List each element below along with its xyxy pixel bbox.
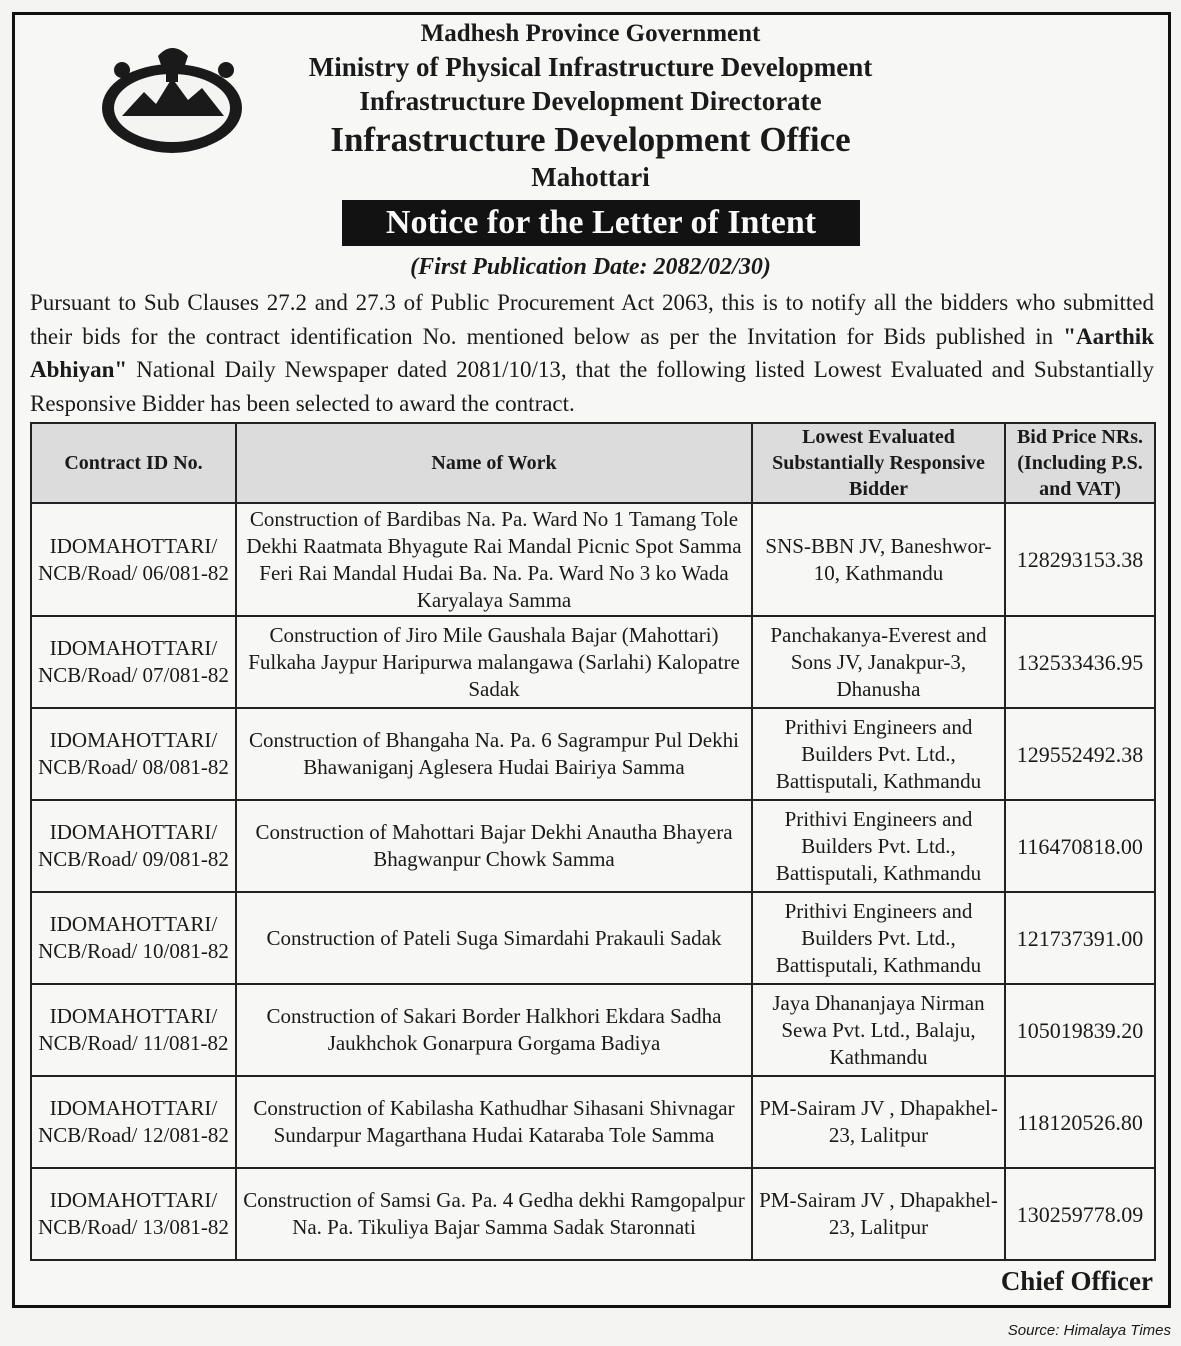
table-row bbox=[31, 1168, 1155, 1260]
name-of-work: Construction of Jiro Mile Gaushala Bajar (Mahottari) Fulkaha Jaypur Haripurwa malangawa (Sarlahi) Kalopatre Sadak bbox=[236, 616, 752, 708]
name-of-work: Construction of Pateli Suga Simardahi Prakauli Sadak bbox=[236, 892, 752, 984]
ministry-name: Ministry of Physical Infrastructure Development bbox=[308, 52, 873, 82]
contract-id: IDOMAHOTTARI/ NCB/Road/ 12/081-82 bbox=[31, 1076, 236, 1168]
directorate-name: Infrastructure Development Directorate bbox=[359, 86, 822, 116]
bidder: SNS-BBN JV, Baneshwor-10, Kathmandu bbox=[752, 503, 1005, 616]
name-of-work: Construction of Mahottari Bajar Dekhi Anautha Bhayera Bhagwanpur Chowk Samma bbox=[236, 800, 752, 892]
contract-id: IDOMAHOTTARI/ NCB/Road/ 09/081-82 bbox=[31, 800, 236, 892]
name-of-work: Construction of Kabilasha Kathudhar Sihasani Shivnagar Sundarpur Magarthana Hudai Kataraba Tole Samma bbox=[236, 1076, 752, 1168]
bidder: PM-Sairam JV , Dhapakhel-23, Lalitpur bbox=[752, 1076, 1005, 1168]
contract-id: IDOMAHOTTARI/ NCB/Road/ 11/081-82 bbox=[31, 984, 236, 1076]
contract-id: IDOMAHOTTARI/ NCB/Road/ 06/081-82 bbox=[31, 503, 236, 616]
bidder: Prithivi Engineers and Builders Pvt. Ltd., Battisputali, Kathmandu bbox=[752, 708, 1005, 800]
bid-price: 105019839.20 bbox=[1005, 984, 1155, 1076]
table-header-row bbox=[31, 423, 1155, 503]
bid-price: 129552492.38 bbox=[1005, 708, 1155, 800]
name-of-work: Construction of Samsi Ga. Pa. 4 Gedha dekhi Ramgopalpur Na. Pa. Tikuliya Bajar Samma Sadak Staronnati bbox=[236, 1168, 752, 1260]
contract-id: IDOMAHOTTARI/ NCB/Road/ 08/081-82 bbox=[31, 708, 236, 800]
table-row bbox=[31, 503, 1155, 616]
bid-price: 130259778.09 bbox=[1005, 1168, 1155, 1260]
bid-price: 118120526.80 bbox=[1005, 1076, 1155, 1168]
contract-id: IDOMAHOTTARI/ NCB/Road/ 13/081-82 bbox=[31, 1168, 236, 1260]
table-row bbox=[31, 892, 1155, 984]
newspaper-name: "Aarthik Abhiyan" bbox=[30, 323, 1154, 382]
office-name: Infrastructure Development Office bbox=[330, 120, 851, 159]
table-row bbox=[31, 984, 1155, 1076]
table-row bbox=[31, 708, 1155, 800]
intro-text-2: National Daily Newspaper dated 2081/10/13, that the following listed Lowest Evaluated and Substantially Responsive Bidder has been selected to award the contract. bbox=[30, 357, 1154, 416]
district-name: Mahottari bbox=[531, 162, 650, 192]
name-of-work: Construction of Sakari Border Halkhori Ekdara Sadha Jaukhchok Gonarpura Gorgama Badiya bbox=[236, 984, 752, 1076]
bidder: Prithivi Engineers and Builders Pvt. Ltd., Battisputali, Kathmandu bbox=[752, 800, 1005, 892]
table-row bbox=[31, 1076, 1155, 1168]
bidder: Panchakanya-Everest and Sons JV, Janakpur-3, Dhanusha bbox=[752, 616, 1005, 708]
intro-text-1: Pursuant to Sub Clauses 27.2 and 27.3 of Public Procurement Act 2063, this is to notify all the bidders who submitted their bids for the contract identification No. mentioned below as per the Invitation for Bids published in bbox=[30, 290, 1154, 349]
bid-price: 121737391.00 bbox=[1005, 892, 1155, 984]
contract-id: IDOMAHOTTARI/ NCB/Road/ 07/081-82 bbox=[31, 616, 236, 708]
source-credit: Source: Himalaya Times bbox=[1007, 1322, 1171, 1339]
bidder: Prithivi Engineers and Builders Pvt. Ltd., Battisputali, Kathmandu bbox=[752, 892, 1005, 984]
bid-price: 116470818.00 bbox=[1005, 800, 1155, 892]
province-government: Madhesh Province Government bbox=[420, 20, 761, 47]
notice-title: Notice for the Letter of Intent bbox=[342, 200, 860, 246]
table-row bbox=[31, 800, 1155, 892]
header-bidder: Lowest Evaluated Substantially Responsive Bidder bbox=[752, 423, 1005, 503]
publication-date: (First Publication Date: 2082/02/30) bbox=[410, 254, 771, 280]
bidder: PM-Sairam JV , Dhapakhel-23, Lalitpur bbox=[752, 1168, 1005, 1260]
name-of-work: Construction of Bardibas Na. Pa. Ward No 1 Tamang Tole Dekhi Raatmata Bhyagute Rai Mandal Picnic Spot Samma Feri Rai Mandal Hudai Ba. Na. Pa. Ward No 3 ko Wada Karyalaya Samma bbox=[236, 503, 752, 616]
header-contract-id: Contract ID No. bbox=[31, 423, 236, 503]
bid-price: 128293153.38 bbox=[1005, 503, 1155, 616]
letter-of-intent-table bbox=[30, 422, 1156, 1261]
bid-price: 132533436.95 bbox=[1005, 616, 1155, 708]
table-row bbox=[31, 616, 1155, 708]
header-bid-price: Bid Price NRs. (Including P.S. and VAT) bbox=[1005, 423, 1155, 503]
intro-paragraph bbox=[30, 286, 1154, 420]
signature-chief-officer: Chief Officer bbox=[1000, 1266, 1153, 1296]
contract-id: IDOMAHOTTARI/ NCB/Road/ 10/081-82 bbox=[31, 892, 236, 984]
header-name-of-work: Name of Work bbox=[236, 423, 752, 503]
name-of-work: Construction of Bhangaha Na. Pa. 6 Sagrampur Pul Dekhi Bhawaniganj Aglesera Hudai Bairiya Samma bbox=[236, 708, 752, 800]
bidder: Jaya Dhananjaya Nirman Sewa Pvt. Ltd., Balaju, Kathmandu bbox=[752, 984, 1005, 1076]
